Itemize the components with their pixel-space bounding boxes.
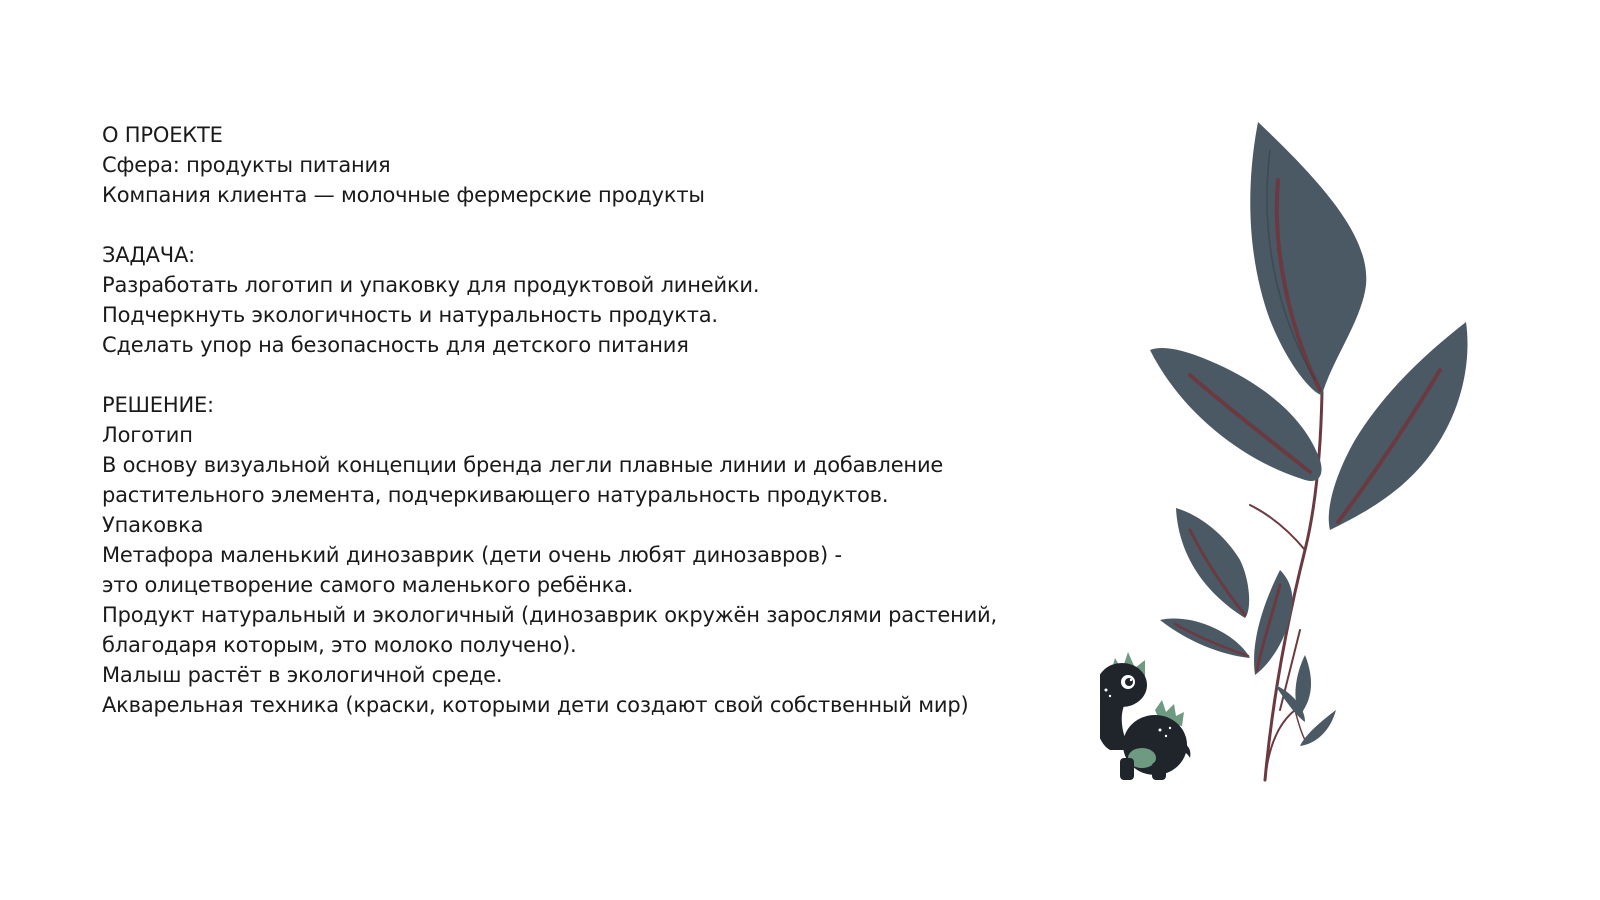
spacer — [102, 210, 1022, 240]
packaging-line: Метафора маленький динозаврик (дети очень любят динозавров) - — [102, 543, 842, 567]
logo-line: В основу визуальной концепции бренда легли плавные линии и добавление — [102, 453, 944, 477]
task-heading: ЗАДАЧА: — [102, 243, 196, 267]
packaging-subheading: Упаковка — [102, 513, 204, 537]
leaf-small-c — [1300, 710, 1336, 746]
project-description — [102, 120, 1022, 720]
packaging-line: это олицетворение самого маленького ребёнка. — [102, 573, 634, 597]
plant-and-dino-illustration — [1100, 110, 1520, 810]
dino-icon — [1100, 652, 1190, 780]
spacer — [102, 360, 1022, 390]
packaging-line: Акварельная техника (краски, которыми дети создают свой собственный мир) — [102, 693, 969, 717]
solution-heading: РЕШЕНИЕ: — [102, 393, 214, 417]
about-heading: О ПРОЕКТЕ — [102, 123, 223, 147]
packaging-line: Продукт натуральный и экологичный (динозаврик окружён зарослями растений, — [102, 603, 997, 627]
leaf-low-left — [1160, 619, 1250, 659]
task-line: Сделать упор на безопасность для детского питания — [102, 333, 689, 357]
task-line: Подчеркнуть экологичность и натуральность продукта. — [102, 303, 718, 327]
leaf-right — [1329, 322, 1468, 530]
leaf-top — [1250, 122, 1366, 395]
about-line: Компания клиента — молочные фермерские продукты — [102, 183, 705, 207]
illustration-svg — [1100, 110, 1520, 810]
packaging-line: Малыш растёт в экологичной среде. — [102, 663, 503, 687]
about-line: Сфера: продукты питания — [102, 153, 391, 177]
logo-subheading: Логотип — [102, 423, 193, 447]
leaf-mid-right — [1254, 570, 1292, 675]
leaf-mid-left — [1176, 508, 1249, 618]
packaging-line: благодаря которым, это молоко получено). — [102, 633, 577, 657]
task-line: Разработать логотип и упаковку для продуктовой линейки. — [102, 273, 760, 297]
logo-line: растительного элемента, подчеркивающего натуральность продуктов. — [102, 483, 889, 507]
